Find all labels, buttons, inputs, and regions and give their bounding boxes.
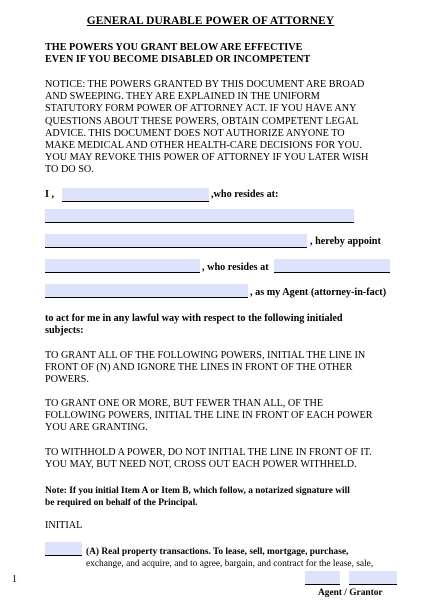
grant-all-line: POWERS.	[45, 374, 89, 386]
notice-line: NOTICE: THE POWERS GRANTED BY THIS DOCUMENT ARE BROAD	[45, 79, 365, 90]
item-a-initial-field[interactable]	[45, 542, 82, 556]
withhold-line: TO WITHHOLD A POWER, DO NOT INITIAL THE LINE IN FRONT OF IT.	[45, 447, 372, 458]
grant-all-line: FRONT OF (N) AND IGNORE THE LINES IN FRONT OF THE OTHER	[45, 362, 353, 374]
notice-line: YOU MAY REVOKE THIS POWER OF ATTORNEY IF YOU LATER WISH	[45, 152, 369, 164]
grant-all-line: TO GRANT ALL OF THE FOLLOWING POWERS, INITIAL THE LINE IN	[45, 350, 366, 361]
withhold-line: YOU MAY, BUT NEED NOT, CROSS OUT EACH POWER WITHHELD.	[45, 459, 357, 471]
act-for-me-paragraph	[45, 313, 343, 337]
principal-address-field-2[interactable]	[45, 234, 307, 248]
grant-some-line: FOLLOWING POWERS, INITIAL THE LINE IN FRONT OF EACH POWER	[45, 410, 373, 422]
notice-line: AND SWEEPING. THEY ARE EXPLAINED IN THE UNIFORM	[45, 91, 320, 103]
notice-line: TO DO SO.	[45, 164, 94, 176]
notice-line: STATUTORY FORM POWER OF ATTORNEY ACT. IF YOU HAVE ANY	[45, 103, 357, 115]
agent-resides-label: , who resides at	[202, 262, 269, 273]
notice-line: QUESTIONS ABOUT THESE POWERS, OBTAIN COMPETENT LEGAL	[45, 115, 359, 127]
item-a-line: (A) Real property transactions. To lease, sell, mortgage, purchase,	[86, 547, 349, 557]
grant-some-paragraph	[45, 398, 373, 435]
principal-resides-label: ,who resides at:	[211, 189, 279, 200]
grant-some-line: TO GRANT ONE OR MORE, BUT FEWER THAN ALL, OF THE	[45, 398, 324, 409]
principal-label: I ,	[45, 189, 55, 200]
notice-line: ADVICE. THIS DOCUMENT DOES NOT AUTHORIZE ANYONE TO	[45, 127, 345, 139]
note-line: be required on behalf of the Principal.	[45, 498, 198, 509]
grantor-initial-field[interactable]	[349, 571, 397, 585]
principal-address-field-1[interactable]	[45, 209, 354, 223]
page-number: 1	[12, 574, 17, 585]
note-paragraph	[45, 485, 350, 509]
withhold-paragraph	[45, 447, 372, 471]
grant-all-paragraph	[45, 350, 365, 387]
initial-heading: INITIAL	[45, 520, 83, 531]
act-for-me-line: subjects:	[45, 325, 84, 337]
document-title: GENERAL DURABLE POWER OF ATTORNEY	[86, 15, 335, 27]
agent-grantor-label: Agent / Grantor	[318, 588, 383, 598]
effective-heading-line-2: EVEN IF YOU BECOME DISABLED OR INCOMPETENT	[45, 54, 311, 65]
grant-some-line: YOU ARE GRANTING.	[45, 422, 148, 434]
hereby-appoint-label: , hereby appoint	[310, 236, 381, 247]
agent-address-field-2[interactable]	[45, 284, 248, 298]
act-for-me-line: to act for me in any lawful way with respect to the following initialed	[45, 313, 343, 324]
agent-initial-field[interactable]	[305, 571, 340, 585]
effective-heading-line-1: THE POWERS YOU GRANT BELOW ARE EFFECTIVE	[45, 42, 303, 53]
note-line: Note: If you initial Item A or Item B, which follow, a notarized signature will	[45, 486, 350, 496]
principal-name-field[interactable]	[62, 188, 209, 202]
agent-name-field[interactable]	[45, 259, 200, 273]
agent-address-field-1[interactable]	[274, 259, 390, 273]
notice-line: MAKE MEDICAL AND OTHER HEALTH-CARE DECISIONS FOR YOU.	[45, 140, 362, 152]
item-a-paragraph	[86, 546, 373, 570]
item-a-line: exchange, and acquire, and to agree, bargain, and contract for the lease, sale,	[86, 559, 374, 570]
notice-paragraph	[45, 79, 368, 177]
as-my-agent-label: , as my Agent (attorney-in-fact)	[250, 287, 387, 298]
